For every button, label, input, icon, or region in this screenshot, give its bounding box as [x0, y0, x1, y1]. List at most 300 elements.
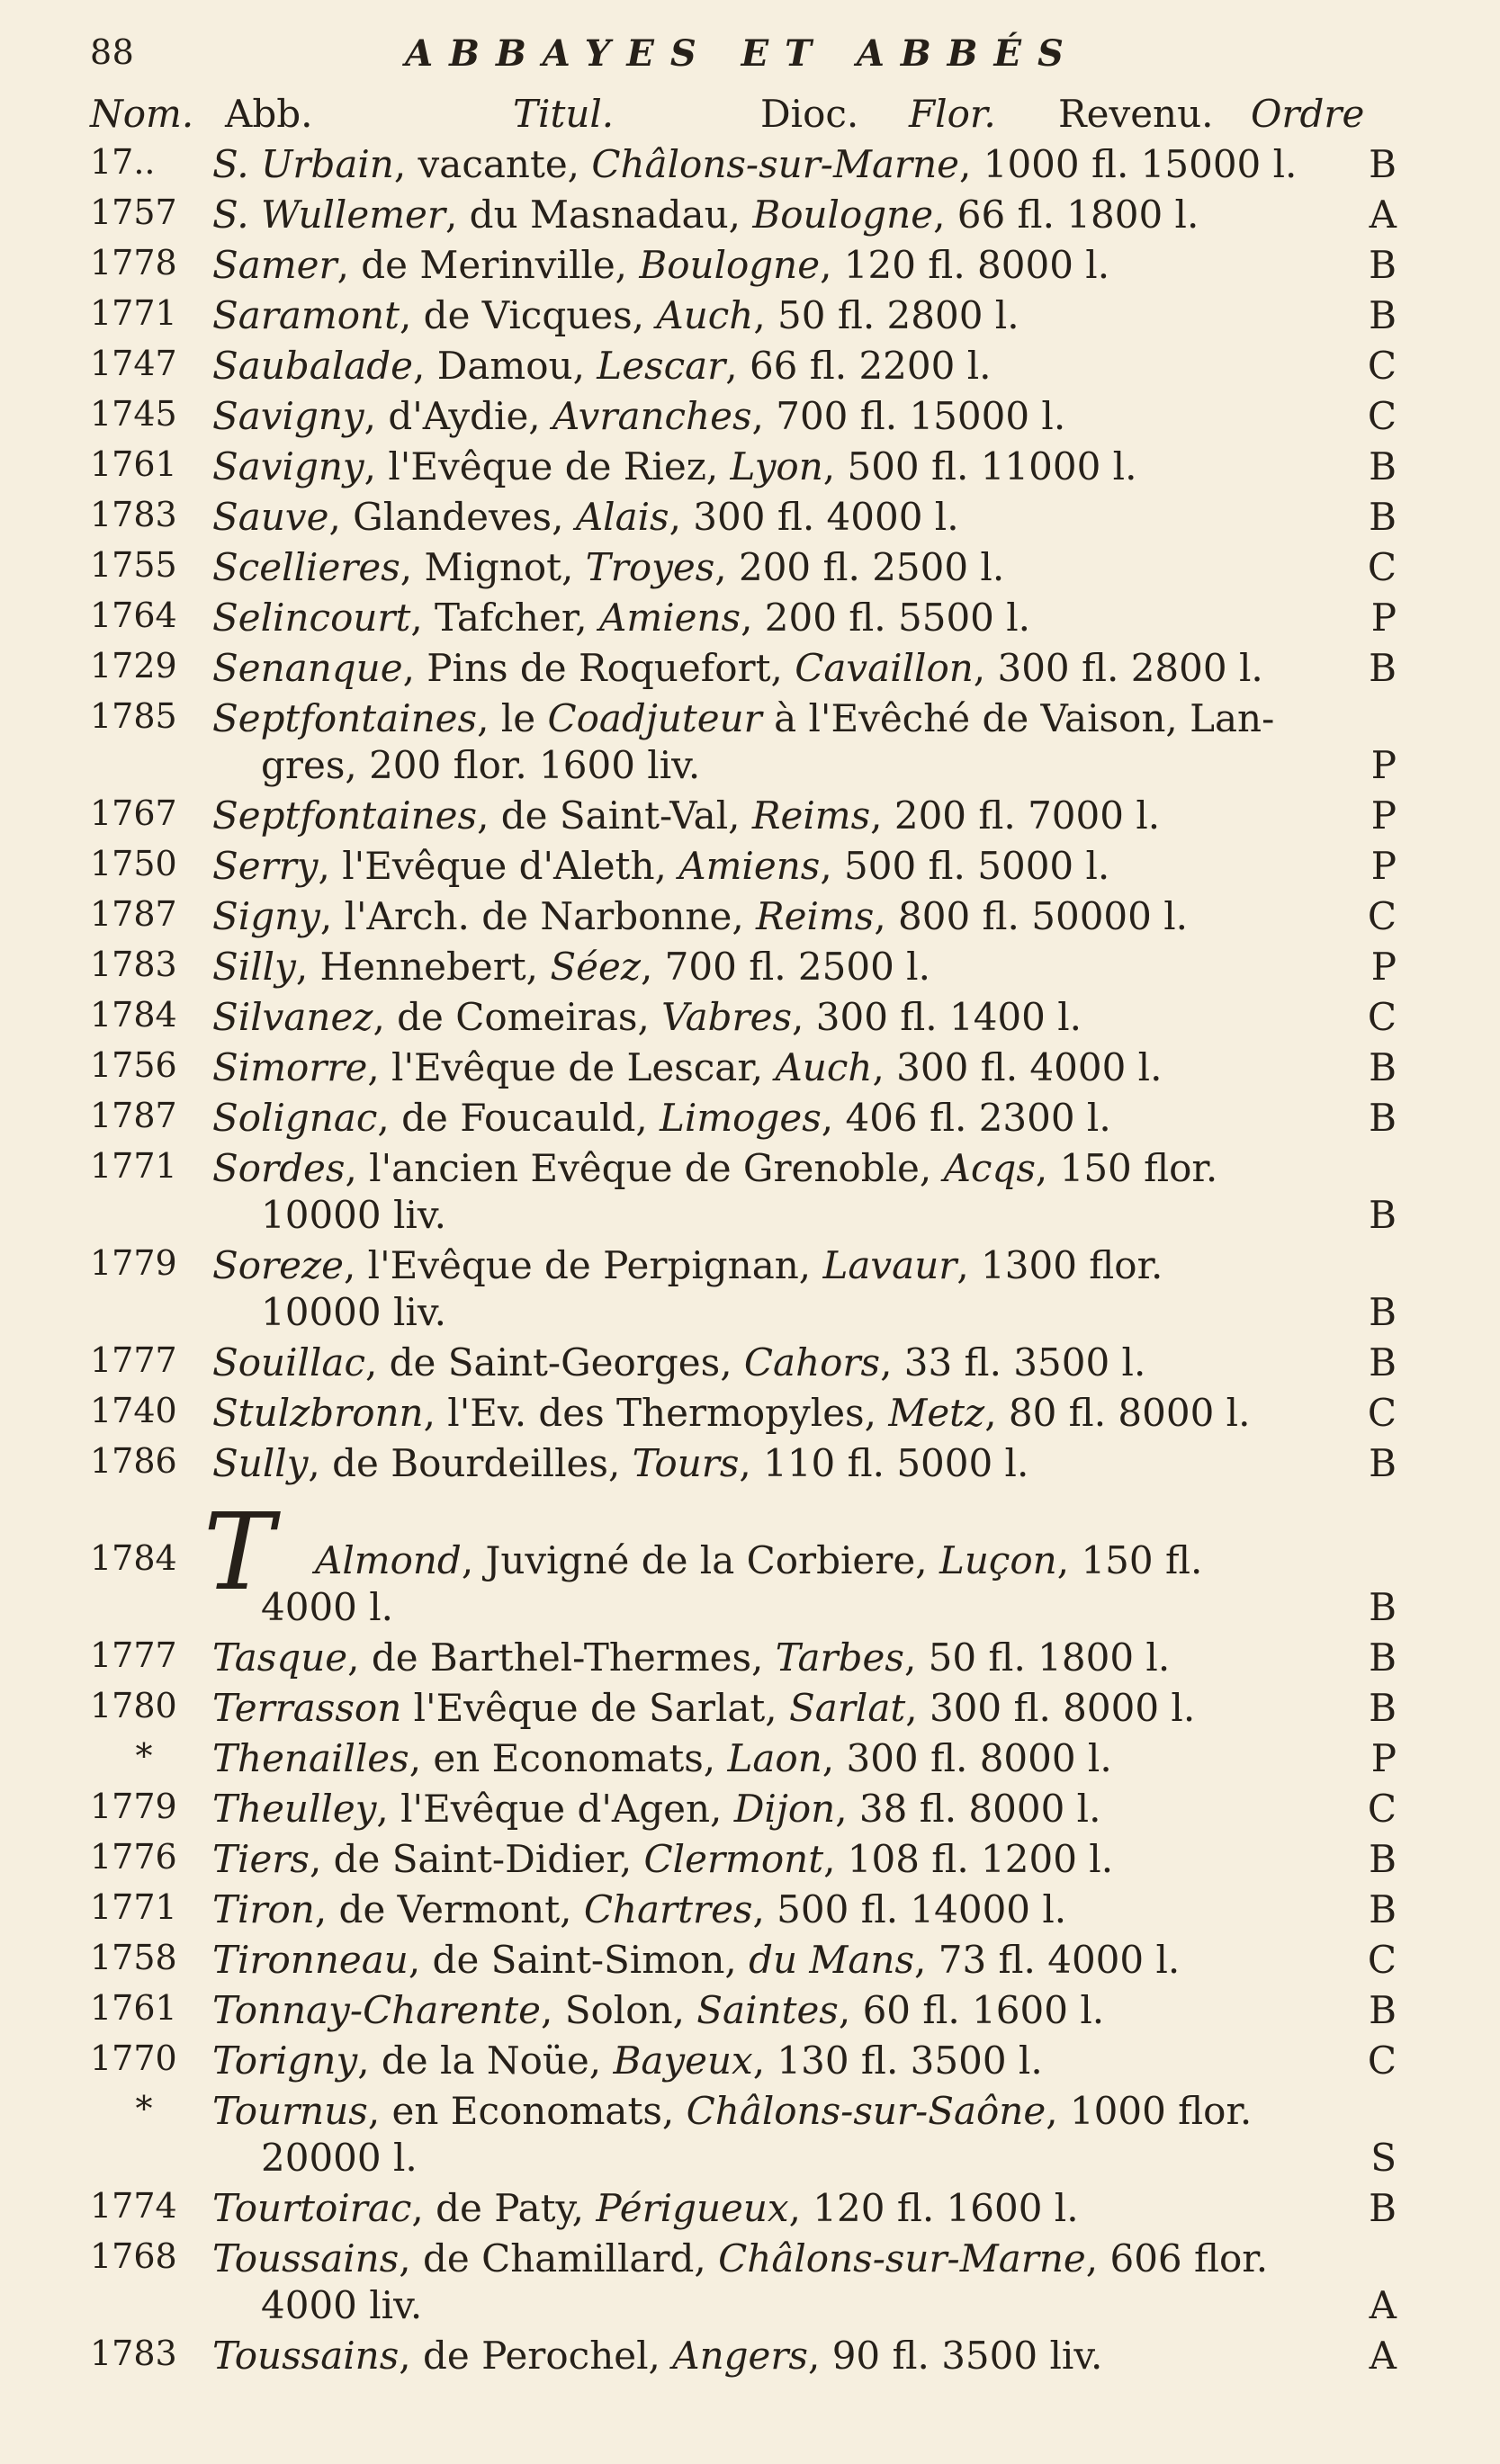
list-item: [0, 1146, 1500, 1243]
entry-line: [212, 243, 1373, 287]
diocese: Metz: [888, 1391, 985, 1435]
abbey-name: Saubalade: [212, 344, 414, 388]
list-item: [0, 995, 1500, 1045]
abbot-title: , Hennebert,: [295, 945, 551, 989]
abbey-name: Toussains: [212, 2334, 400, 2378]
abbot-title: , l'Ev. des Thermopyles,: [423, 1391, 889, 1435]
revenue: , 200 fl. 7000 l.: [870, 793, 1161, 838]
revenue: , 120 fl. 1600 l.: [788, 2186, 1079, 2230]
revenue: , 500 fl. 5000 l.: [820, 844, 1110, 888]
entry-year: 1787: [90, 894, 177, 934]
entry-line: [212, 545, 1373, 589]
diocese: Acqs: [943, 1146, 1036, 1190]
revenue: , 700 fl. 2500 l.: [640, 945, 930, 989]
diocese: du Mans: [749, 1938, 915, 1982]
abbey-name: Stulzbronn: [212, 1391, 424, 1435]
entry-year: *: [135, 1736, 153, 1776]
entry-line: [212, 646, 1373, 690]
list-item: [0, 1887, 1500, 1938]
revenue: , 200 fl. 2500 l.: [714, 545, 1005, 589]
entry-year: 1768: [90, 2236, 177, 2276]
abbey-list: [0, 142, 1500, 2384]
abbot-title: , de Barthel-Thermes,: [347, 1635, 776, 1680]
revenue: , 500 fl. 14000 l.: [752, 1887, 1067, 1931]
entry-year: 1783: [90, 945, 177, 984]
diocese: Laon: [727, 1736, 822, 1780]
order-code: B: [1369, 1441, 1397, 1485]
order-code: C: [1367, 344, 1397, 388]
entry-line: [212, 894, 1373, 938]
abbey-name: Selincourt: [212, 596, 411, 640]
abbey-name: Almond: [315, 1538, 462, 1582]
order-code: B: [1369, 1096, 1397, 1140]
abbey-name: Tasque: [212, 1635, 348, 1680]
diocese: Clermont: [643, 1837, 824, 1881]
list-item: [0, 793, 1500, 844]
list-item: [0, 2186, 1500, 2236]
diocese: Châlons-sur-Marne: [718, 2236, 1086, 2280]
list-item: [0, 696, 1500, 793]
revenue: , 500 fl. 11000 l.: [822, 444, 1137, 488]
order-code: B: [1369, 1340, 1397, 1384]
diocese: Saintes: [696, 1988, 839, 2032]
abbey-name: S. Wullemer: [212, 193, 445, 237]
entry-year: *: [135, 2089, 153, 2128]
order-code: B: [1369, 495, 1397, 539]
abbey-name: Solignac: [212, 1096, 378, 1140]
abbey-name: Tonnay-Charente: [212, 1988, 542, 2032]
order-code: S: [1370, 2136, 1397, 2180]
abbot-title: , l'Evêque de Riez,: [364, 444, 731, 488]
entry-line: [212, 1887, 1373, 1931]
order-code: B: [1369, 1887, 1397, 1931]
entry-line: [212, 1686, 1373, 1730]
entry-line: [212, 1787, 1373, 1831]
list-item: [0, 1096, 1500, 1146]
diocese: Cahors: [743, 1340, 881, 1384]
entry-year: 1771: [90, 1887, 177, 1927]
abbey-name: Sauve: [212, 495, 329, 539]
list-item: [0, 1837, 1500, 1887]
abbey-name: Savigny: [212, 444, 364, 488]
abbey-name: Sully: [212, 1441, 309, 1485]
entry-year: 1783: [90, 495, 177, 534]
abbey-name: Septfontaines: [212, 793, 478, 838]
list-item: [0, 193, 1500, 243]
revenue: , 80 fl. 8000 l.: [984, 1391, 1251, 1435]
entry-line: [212, 844, 1373, 888]
col-flor: Flor.: [909, 92, 996, 136]
entry-year: 1747: [90, 344, 177, 383]
revenue: , 150 fl.: [1056, 1538, 1203, 1582]
abbey-name: S. Urbain: [212, 142, 394, 186]
entry-year: 1750: [90, 844, 177, 883]
entry-continuation: 20000 l.: [261, 2136, 418, 2180]
order-code: B: [1369, 1988, 1397, 2032]
entry-year: 1780: [90, 1686, 177, 1725]
revenue: , 110 fl. 5000 l.: [739, 1441, 1029, 1485]
abbot-title: , Tafcher,: [410, 596, 599, 640]
diocese: Vabres: [661, 995, 793, 1039]
entry-year: 17..: [90, 142, 156, 182]
revenue: , 606 flor.: [1085, 2236, 1269, 2280]
diocese: Troyes: [585, 545, 715, 589]
order-code: B: [1369, 1585, 1397, 1629]
diocese: Sarlat: [789, 1686, 906, 1730]
entry-year: 1779: [90, 1787, 177, 1826]
diocese: Avranches: [552, 394, 752, 438]
abbot-title: l'Evêque de Sarlat,: [401, 1686, 789, 1730]
order-code: B: [1369, 444, 1397, 488]
page-number: 88: [90, 32, 135, 72]
abbot-title: , de Saint-Simon,: [408, 1938, 750, 1982]
entry-year: 1767: [90, 793, 177, 833]
diocese: Lavaur: [822, 1243, 957, 1287]
order-code: A: [1369, 2283, 1397, 2327]
revenue: , 60 fl. 1600 l.: [838, 1988, 1105, 2032]
abbot-title: , vacante,: [393, 142, 592, 186]
abbey-name: Scellieres: [212, 545, 400, 589]
abbey-name: Thenailles: [212, 1736, 409, 1780]
order-code: B: [1369, 1193, 1397, 1237]
list-item: [0, 2334, 1500, 2384]
order-code: B: [1369, 243, 1397, 287]
entry-year: 1777: [90, 1340, 177, 1380]
order-code: B: [1369, 646, 1397, 690]
entry-line: [212, 1635, 1373, 1680]
abbot-title: , d'Aydie,: [364, 394, 553, 438]
list-item: [0, 945, 1500, 995]
order-code: C: [1367, 1391, 1397, 1435]
list-item: [0, 2236, 1500, 2334]
abbot-title: , l'ancien Evêque de Grenoble,: [345, 1146, 944, 1190]
abbey-name: Sordes: [212, 1146, 346, 1190]
abbot-title: , Juvigné de la Corbiere,: [461, 1538, 939, 1582]
entry-line: [212, 142, 1373, 186]
order-code: P: [1370, 844, 1397, 888]
revenue: , 406 fl. 2300 l.: [821, 1096, 1111, 1140]
diocese: Châlons-sur-Marne: [591, 142, 960, 186]
entry-line: [212, 394, 1373, 438]
revenue: , 200 fl. 5500 l.: [741, 596, 1031, 640]
diocese: Cavaillon: [795, 646, 974, 690]
revenue: , 108 fl. 1200 l.: [823, 1837, 1114, 1881]
entry-year: 1761: [90, 1988, 177, 2028]
revenue: , 800 fl. 50000 l.: [874, 894, 1189, 938]
diocese: Tarbes: [775, 1635, 904, 1680]
list-item: [0, 545, 1500, 596]
diocese: Angers: [672, 2334, 808, 2378]
revenue: , 38 fl. 8000 l.: [835, 1787, 1101, 1831]
abbey-name: Simorre: [212, 1045, 368, 1089]
abbot-title: , de Comeiras,: [373, 995, 662, 1039]
abbot-title: , Mignot,: [400, 545, 586, 589]
abbot-title: , de Bourdeilles,: [308, 1441, 633, 1485]
entry-line: [212, 293, 1373, 337]
abbot-title: , de Merinville,: [337, 243, 640, 287]
entry-year: 1786: [90, 1441, 177, 1481]
abbot-title: , Solon,: [541, 1988, 697, 2032]
order-code: B: [1369, 1290, 1397, 1334]
entry-year: 1774: [90, 2186, 177, 2226]
list-item: [0, 2089, 1500, 2186]
entry-continuation: 10000 liv.: [261, 1290, 446, 1334]
abbey-name: Tourtoirac: [212, 2186, 412, 2230]
order-code: B: [1369, 293, 1397, 337]
order-code: P: [1370, 596, 1397, 640]
entry-line: [212, 1146, 1373, 1190]
list-item: [0, 1635, 1500, 1686]
order-code: A: [1369, 2334, 1397, 2378]
revenue: , 90 fl. 3500 liv.: [808, 2334, 1103, 2378]
abbot-title: , de Saint-Val,: [477, 793, 752, 838]
list-item: [0, 844, 1500, 894]
entry-year: 1740: [90, 1391, 177, 1430]
entry-line: [212, 495, 1373, 539]
entry-line: [212, 2334, 1373, 2378]
col-nom: Nom.: [90, 92, 194, 136]
entry-line: [212, 1441, 1373, 1485]
order-code: C: [1367, 894, 1397, 938]
revenue: , 300 fl. 4000 l.: [872, 1045, 1163, 1089]
list-item: [0, 243, 1500, 293]
order-code: P: [1370, 945, 1397, 989]
entry-line: [212, 696, 1373, 740]
entry-line: [212, 1837, 1373, 1881]
col-dioc: Dioc.: [760, 92, 859, 136]
entry-line: [212, 1096, 1373, 1140]
col-ordre: Ordre: [1251, 92, 1365, 136]
abbot-title: , l'Evêque de Lescar,: [367, 1045, 776, 1089]
revenue: , 300 fl. 2800 l.: [973, 646, 1263, 690]
diocese: Dijon: [733, 1787, 836, 1831]
list-item: [0, 1391, 1500, 1441]
diocese: Séez: [550, 945, 641, 989]
abbot-title: , de Vicques,: [399, 293, 657, 337]
abbey-name: Theulley: [212, 1787, 377, 1831]
order-code: C: [1367, 995, 1397, 1039]
entry-line: [212, 995, 1373, 1039]
entry-line: [212, 2038, 1373, 2083]
revenue: , 50 fl. 1800 l.: [903, 1635, 1171, 1680]
abbey-name: Silly: [212, 945, 296, 989]
entry-line: [212, 945, 1373, 989]
order-code: B: [1369, 1045, 1397, 1089]
order-code: C: [1367, 1938, 1397, 1982]
list-item: [0, 444, 1500, 495]
order-code: C: [1367, 394, 1397, 438]
col-revenu: Revenu.: [1058, 92, 1214, 136]
entry-line: [212, 1736, 1373, 1780]
revenue: , 300 fl. 8000 l.: [822, 1736, 1112, 1780]
revenue: , 1300 flor.: [957, 1243, 1163, 1287]
entry-line: [212, 596, 1373, 640]
entry-year: 1783: [90, 2334, 177, 2373]
entry-line: [212, 2089, 1373, 2133]
entry-year: 1784: [90, 1538, 177, 1578]
diocese: Amiens: [599, 596, 741, 640]
abbey-name: Signy: [212, 894, 320, 938]
abbey-name: Tiers: [212, 1837, 310, 1881]
page-title: ABBAYES ET ABBÉS: [405, 32, 1080, 75]
diocese: Auch: [656, 293, 754, 337]
abbey-name: Septfontaines: [212, 696, 478, 740]
abbot-title: , l'Evêque d'Agen,: [376, 1787, 734, 1831]
entry-line: [212, 1243, 1373, 1287]
entry-year: 1777: [90, 1635, 177, 1675]
revenue: , 1000 flor.: [1046, 2089, 1253, 2133]
entry-line: [212, 1340, 1373, 1384]
revenue: , 700 fl. 15000 l.: [751, 394, 1066, 438]
diocese: Luçon: [939, 1538, 1057, 1582]
entry-year: 1771: [90, 293, 177, 333]
abbot-title: , de Saint-Didier,: [309, 1837, 644, 1881]
abbot-title: , Glandeves,: [328, 495, 576, 539]
abbot-title: , de Perochel,: [399, 2334, 673, 2378]
list-item: [0, 1686, 1500, 1736]
entry-year: 1787: [90, 1096, 177, 1135]
list-item: [0, 2038, 1500, 2089]
abbot-title: , en Economats,: [409, 1736, 728, 1780]
order-code: B: [1369, 1686, 1397, 1730]
order-code: B: [1369, 142, 1397, 186]
revenue: , 73 fl. 4000 l.: [914, 1938, 1181, 1982]
list-item: [0, 646, 1500, 696]
list-item: [0, 1938, 1500, 1988]
entry-year: 1755: [90, 545, 177, 585]
entry-year: 1779: [90, 1243, 177, 1283]
entry-year: 1761: [90, 444, 177, 484]
diocese: Reims: [756, 894, 875, 938]
entry-continuation: 4000 liv.: [261, 2283, 423, 2327]
diocese: Chartres: [583, 1887, 753, 1931]
abbey-name: Terrasson: [212, 1686, 402, 1730]
revenue: , 66 fl. 2200 l.: [725, 344, 992, 388]
diocese: Tours: [632, 1441, 740, 1485]
abbot-title: , le: [477, 696, 548, 740]
list-item: [0, 1988, 1500, 2038]
entry-line: [212, 1045, 1373, 1089]
revenue: , 33 fl. 3500 l.: [880, 1340, 1146, 1384]
abbot-title: , l'Arch. de Narbonne,: [319, 894, 757, 938]
entry-year: 1770: [90, 2038, 177, 2078]
entry-line: [212, 344, 1373, 388]
list-item: [0, 596, 1500, 646]
abbot-title: , l'Evêque d'Aleth,: [318, 844, 679, 888]
abbey-name: Samer: [212, 243, 337, 287]
entry-year: 1758: [90, 1938, 177, 1977]
diocese: Auch: [775, 1045, 873, 1089]
column-headers: [90, 92, 1395, 142]
entry-line: [212, 1988, 1373, 2032]
entry-year: 1756: [90, 1045, 177, 1085]
list-item: [0, 495, 1500, 545]
abbot-title: , de Saint-Georges,: [364, 1340, 744, 1384]
abbot-title: , de Chamillard,: [399, 2236, 719, 2280]
entry-year: 1771: [90, 1146, 177, 1186]
order-code: C: [1367, 545, 1397, 589]
order-code: A: [1369, 193, 1397, 237]
entry-line: [315, 1538, 1476, 1582]
order-code: P: [1370, 1736, 1397, 1780]
entry-line: [212, 2186, 1373, 2230]
abbot-title: , Damou,: [413, 344, 597, 388]
entry-year: 1776: [90, 1837, 177, 1877]
abbot-title: , l'Evêque de Perpignan,: [343, 1243, 823, 1287]
entry-year: 1778: [90, 243, 177, 282]
diocese: Boulogne: [639, 243, 821, 287]
page-header: [90, 32, 1395, 86]
revenue: , 300 fl. 4000 l.: [669, 495, 959, 539]
list-item: [0, 894, 1500, 945]
revenue: , 130 fl. 3500 l.: [752, 2038, 1043, 2083]
entry-year: 1784: [90, 995, 177, 1035]
order-code: B: [1369, 2186, 1397, 2230]
entry-year: 1757: [90, 193, 177, 232]
entry-line: [212, 793, 1373, 838]
abbot-title: , de Vermont,: [314, 1887, 584, 1931]
revenue: , 300 fl. 8000 l.: [905, 1686, 1196, 1730]
order-code: B: [1369, 1837, 1397, 1881]
entry-continuation: 4000 l.: [261, 1585, 394, 1629]
entry-continuation: gres, 200 flor. 1600 liv.: [261, 743, 701, 787]
entry-line: [212, 193, 1373, 237]
abbey-name: Silvanez: [212, 995, 373, 1039]
abbey-name: Toussains: [212, 2236, 400, 2280]
revenue: , 120 fl. 8000 l.: [820, 243, 1110, 287]
abbot-title: , de Paty,: [411, 2186, 597, 2230]
revenue: , 300 fl. 1400 l.: [792, 995, 1082, 1039]
diocese: Amiens: [678, 844, 821, 888]
list-item: [0, 1045, 1500, 1096]
order-code: C: [1367, 1787, 1397, 1831]
drop-capital: T: [203, 1490, 274, 1614]
list-item: [0, 142, 1500, 193]
revenue: , 1000 fl. 15000 l.: [959, 142, 1298, 186]
diocese: Reims: [751, 793, 871, 838]
order-code: C: [1367, 2038, 1397, 2083]
entry-continuation: 10000 liv.: [261, 1193, 446, 1237]
diocese: Périgueux: [596, 2186, 789, 2230]
diocese: Châlons-sur-Saône: [686, 2089, 1046, 2133]
revenue: à l'Evêché de Vaison, Lan-: [761, 696, 1275, 740]
abbey-name: Serry: [212, 844, 319, 888]
entry-year: 1764: [90, 596, 177, 635]
list-item: [0, 1736, 1500, 1787]
revenue: , 150 flor.: [1035, 1146, 1218, 1190]
abbot-title: , en Economats,: [367, 2089, 687, 2133]
abbey-name: Soreze: [212, 1243, 344, 1287]
diocese: Bayeux: [613, 2038, 753, 2083]
diocese: Lyon: [730, 444, 823, 488]
abbey-name: Senanque: [212, 646, 403, 690]
abbot-title: , du Masnadau,: [445, 193, 753, 237]
list-item: [0, 1490, 1500, 1635]
abbot-title: , de la Noüe,: [357, 2038, 614, 2083]
list-item: [0, 1340, 1500, 1391]
abbey-name: Saramont: [212, 293, 400, 337]
col-abb: Abb.: [225, 92, 313, 136]
diocese: Alais: [575, 495, 669, 539]
col-titul: Titul.: [513, 92, 615, 136]
entry-line: [212, 444, 1373, 488]
entry-year: 1745: [90, 394, 177, 434]
abbot-title: , de Foucauld,: [377, 1096, 660, 1140]
revenue: , 66 fl. 1800 l.: [933, 193, 1199, 237]
revenue: , 50 fl. 2800 l.: [753, 293, 1019, 337]
list-item: [0, 1441, 1500, 1492]
entry-year: 1729: [90, 646, 177, 685]
